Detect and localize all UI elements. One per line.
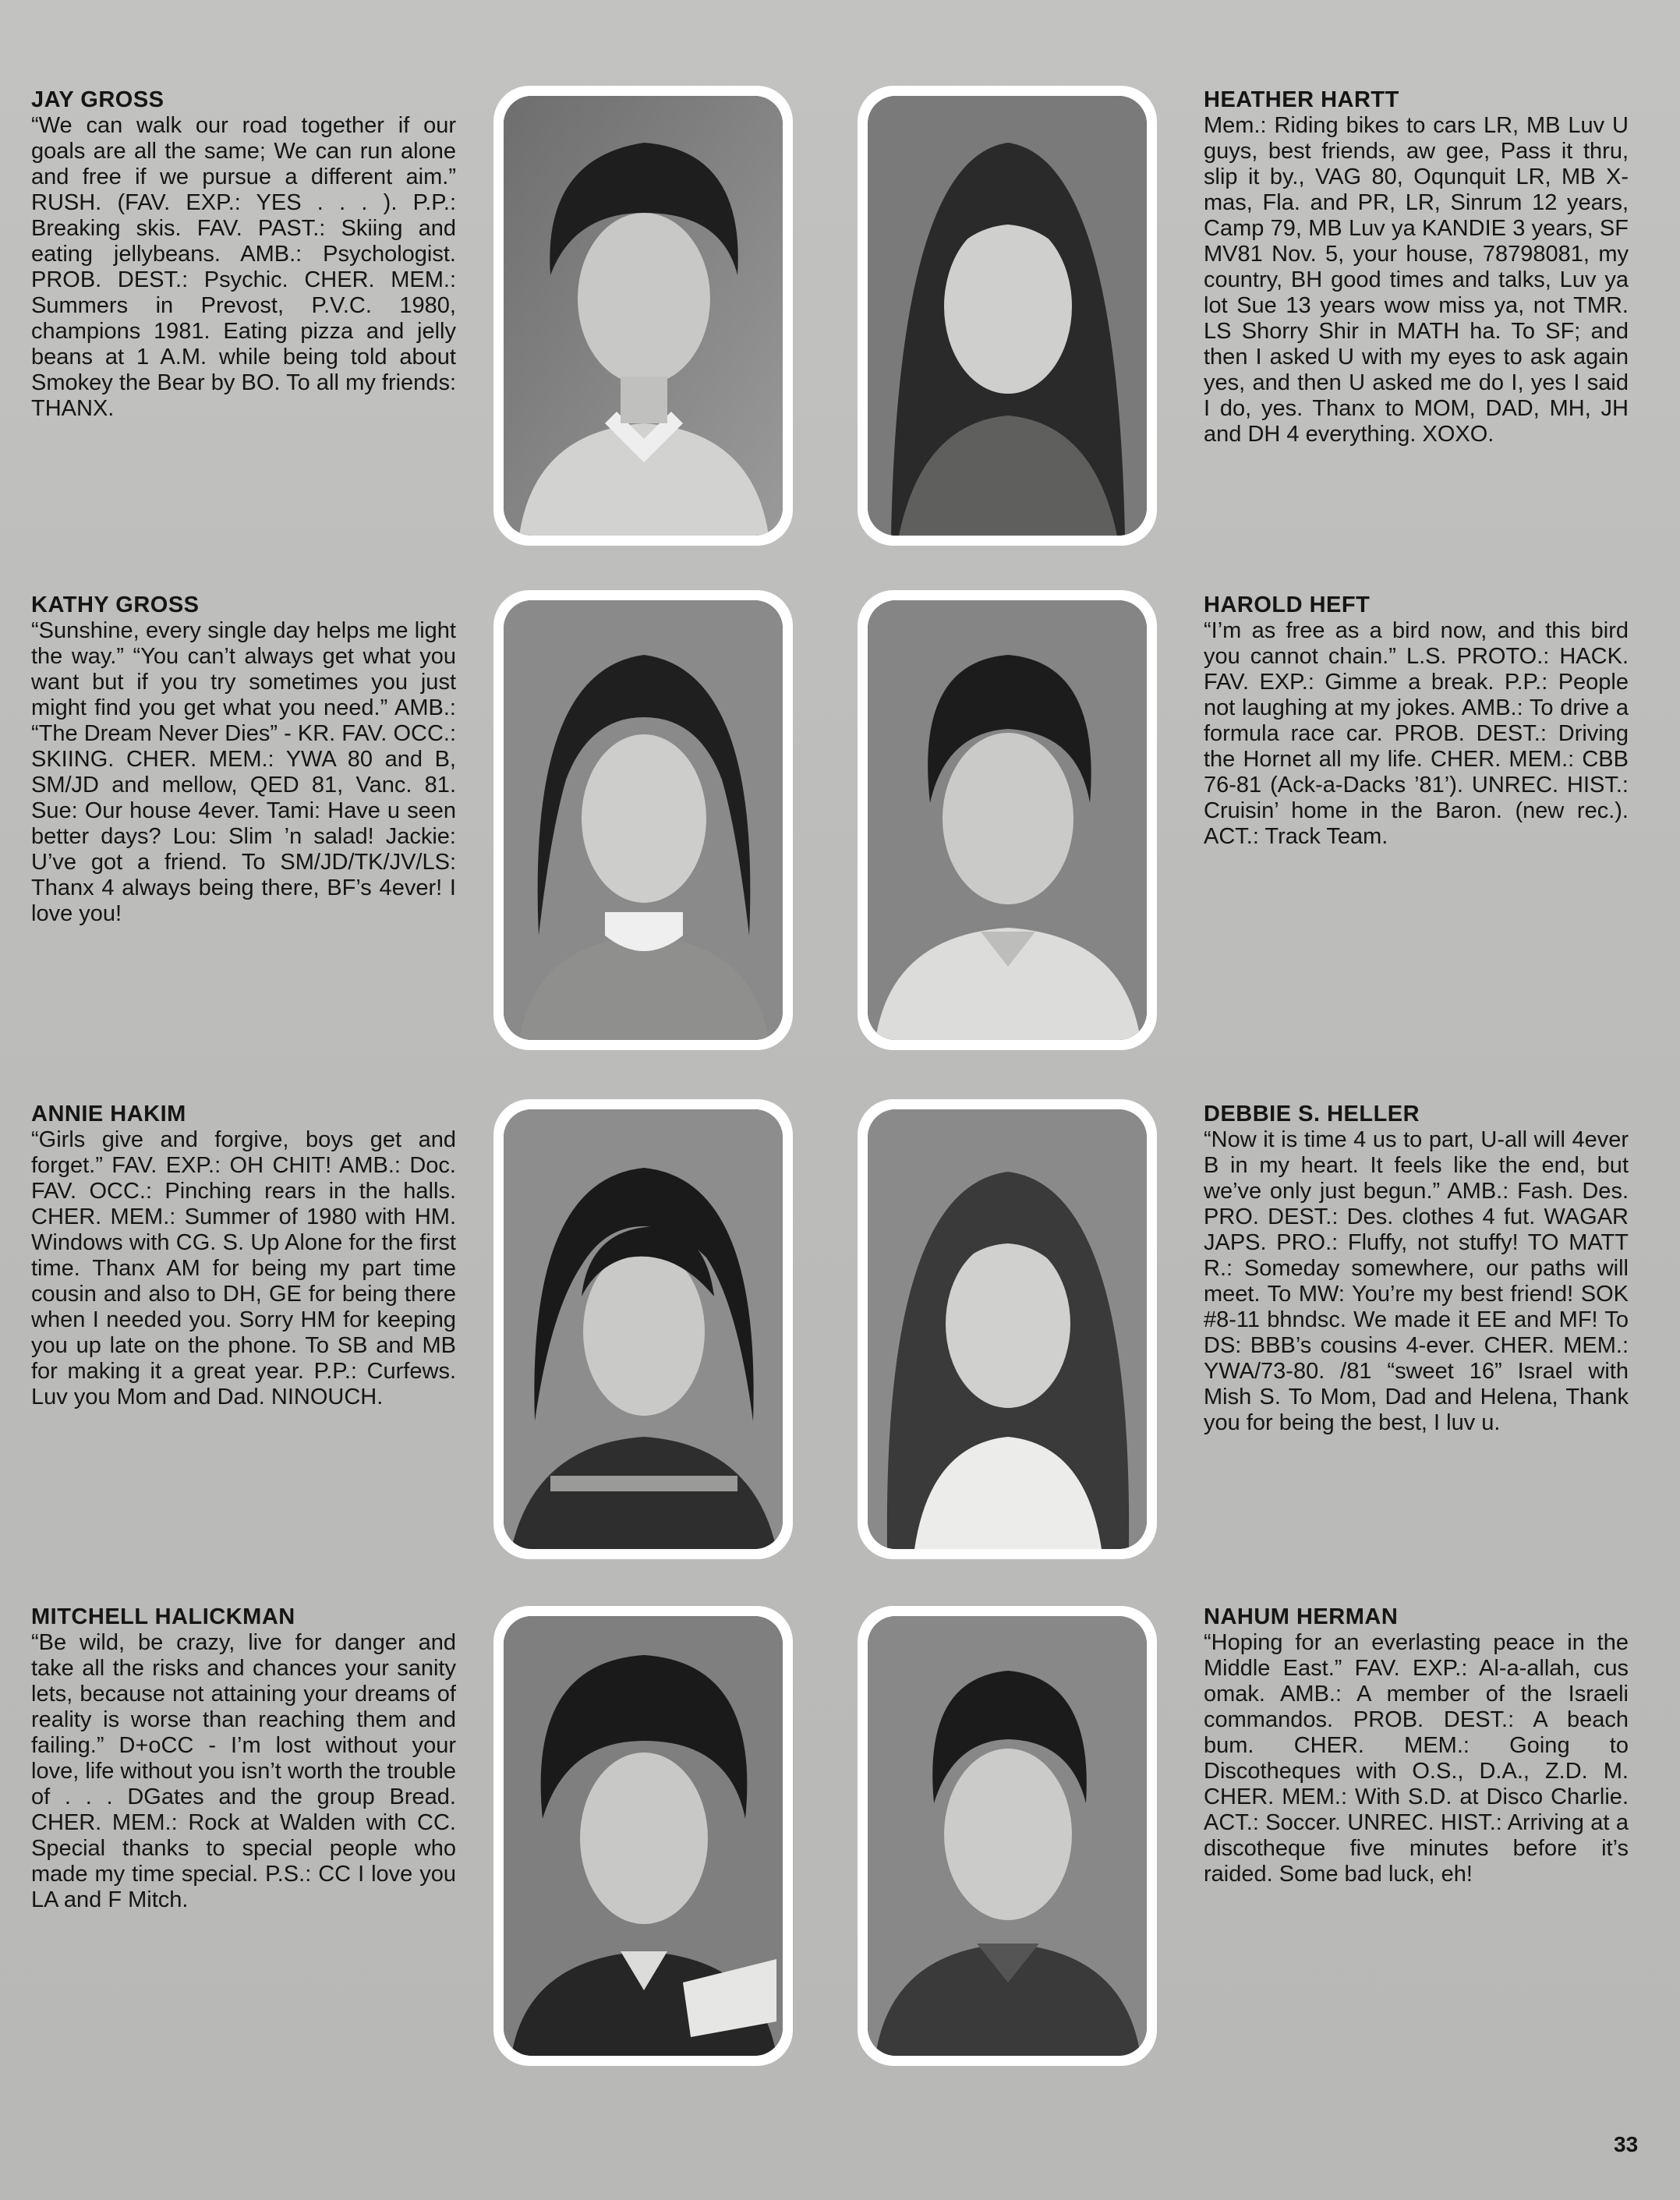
bio-jay-gross [31, 87, 456, 422]
student-quote: Mem.: Riding bikes to cars LR, MB Luv U guys, best friends, aw gee, Pass it thru, slip it by., VAG 80, Oqunquit LR, MB X-mas, Fla. and PR, LR, Sinrum 12 years, Camp 79, MB Luv ya KANDIE 3 years, SF MV81 Nov. 5, your house, 78798081, my country, BH good times and talks, Luv ya lot Sue 13 years wow miss ya, not TMR. LS Shorry Shir in MATH ha. To SF; and then I asked U with my eyes to ask again yes, and then U asked me do I, yes I said I do, yes. Thanx to MOM, DAD, MH, JH and DH 4 everything. XOXO. [1204, 113, 1629, 447]
bio-harold-heft [1204, 592, 1629, 850]
bio-kathy-gross [31, 592, 456, 927]
student-quote: “Hoping for an everlasting peace in the Middle East.” FAV. EXP.: Al-a-allah, cus omak. AMB.: A member of the Israeli commandos. PROB. DEST.: A beach bum. CHER. MEM.: Going to Discotheques with O.S., D.A., Z.D. M. CHER. MEM.: With S.D. at Disco Charlie. ACT.: Soccer. UNREC. HIST.: Arriving at a discotheque five minutes before it’s raided. Some bad luck, eh! [1204, 1630, 1629, 1887]
student-quote: “We can walk our road together if our goals are all the same; We can run alone and free if we pursue a different aim.” RUSH. (FAV. EXP.: YES . . . ). P.P.: Breaking skis. FAV. PAST.: Skiing and eating jellybeans. AMB.: Psychologist. PROB. DEST.: Psychic. CHER. MEM.: Summers in Prevost, P.V.C. 1980, champions 1981. Eating pizza and jelly beans at 1 A.M. while being told about Smokey the Bear by BO. To all my friends: THANX. [31, 113, 456, 421]
student-name: MITCHELL HALICKMAN [31, 1604, 295, 1629]
student-quote: “Now it is time 4 us to part, U-all will 4ever B in my heart. It feels like the end, but we’ve only just begun.” AMB.: Fash. Des. PRO. DEST.: Des. clothes 4 fut. WAGAR JAPS. PRO.: Fluffy, not stuffy! TO MATT R.: Someday somewhere, our paths will meet. To MW: You’re my best friend! SOK #8-11 bhndsc. We made it EE and MF! To DS: BBB’s cousins 4-ever. CHER. MEM.: YWA/73-80. /81 “sweet 16” Israel with Mish S. To Mom, Dad and Helena, Thank you for being the best, I luv u. [1204, 1127, 1629, 1435]
bio-debbie-s-heller [1204, 1102, 1629, 1436]
student-name: NAHUM HERMAN [1204, 1604, 1399, 1629]
bio-annie-hakim [31, 1102, 456, 1410]
student-name: HAROLD HEFT [1204, 592, 1371, 617]
student-name: KATHY GROSS [31, 592, 200, 617]
portrait-nahum-herman [858, 1606, 1157, 2066]
student-name: DEBBIE S. HELLER [1204, 1102, 1420, 1127]
portrait-debbie-s-heller [858, 1099, 1157, 1559]
student-name: ANNIE HAKIM [31, 1102, 186, 1127]
student-quote: “Girls give and forgive, boys get and forget.” FAV. EXP.: OH CHIT! AMB.: Doc. FAV. OCC.: Pinching rears in the halls. CHER. MEM.: Summer of 1980 with HM. Windows with CG. S. Up Alone for the first time. Thanx AM for being my part time cousin and also to DH, GE for being there when I needed you. Sorry HM for keeping you up late on the phone. To SB and MB for making it a great year. P.P.: Curfews. Luv you Mom and Dad. NINOUCH. [31, 1127, 456, 1409]
student-name: JAY GROSS [31, 87, 164, 112]
portrait-harold-heft [858, 590, 1157, 1050]
student-name: HEATHER HARTT [1204, 87, 1399, 112]
student-quote: “Be wild, be crazy, live for danger and take all the risks and chances your sanity lets, because not attaining your dreams of reality is worse than reaching them and failing.” D+oCC - I’m lost without your love, life without you isn’t worth the trouble of . . . DGates and the group Bread. CHER. MEM.: Rock at Walden with CC. Special thanks to special people who made my time special. P.S.: CC I love you LA and F Mitch. [31, 1630, 456, 1912]
student-quote: “Sunshine, every single day helps me light the way.” “You can’t always get what you want but if you try sometimes you just might find you get what you need.” AMB.: “The Dream Never Dies” - KR. FAV. OCC.: SKIING. CHER. MEM.: YWA 80 and B, SM/JD and mellow, QED 81, Vanc. 81. Sue: Our house 4ever. Tami: Have u seen better days? Lou: Slim ’n salad! Jackie: U’ve got a friend. To SM/JD/TK/JV/LS: Thanx 4 always being there, BF’s 4ever! I love you! [31, 618, 456, 926]
portrait-annie-hakim [493, 1099, 793, 1559]
portrait-mitchell-halickman [493, 1606, 793, 2066]
portrait-jay-gross [493, 86, 793, 546]
portrait-heather-hartt [858, 86, 1157, 546]
bio-mitchell-halickman [31, 1604, 456, 1913]
student-quote: “I’m as free as a bird now, and this bird you cannot chain.” L.S. PROTO.: HACK. FAV. EXP.: Gimme a break. P.P.: People not laughing at my jokes. AMB.: To drive a formula race car. PROB. DEST.: Driving the Hornet all my life. CHER. MEM.: CBB 76-81 (Ack-a-Dacks ’81’). UNREC. HIST.: Cruisin’ home in the Baron. (new rec.). ACT.: Track Team. [1204, 618, 1629, 849]
portrait-kathy-gross [493, 590, 793, 1050]
bio-heather-hartt [1204, 87, 1629, 447]
page-number: 33 [1614, 2132, 1639, 2156]
bio-nahum-herman [1204, 1604, 1629, 1887]
